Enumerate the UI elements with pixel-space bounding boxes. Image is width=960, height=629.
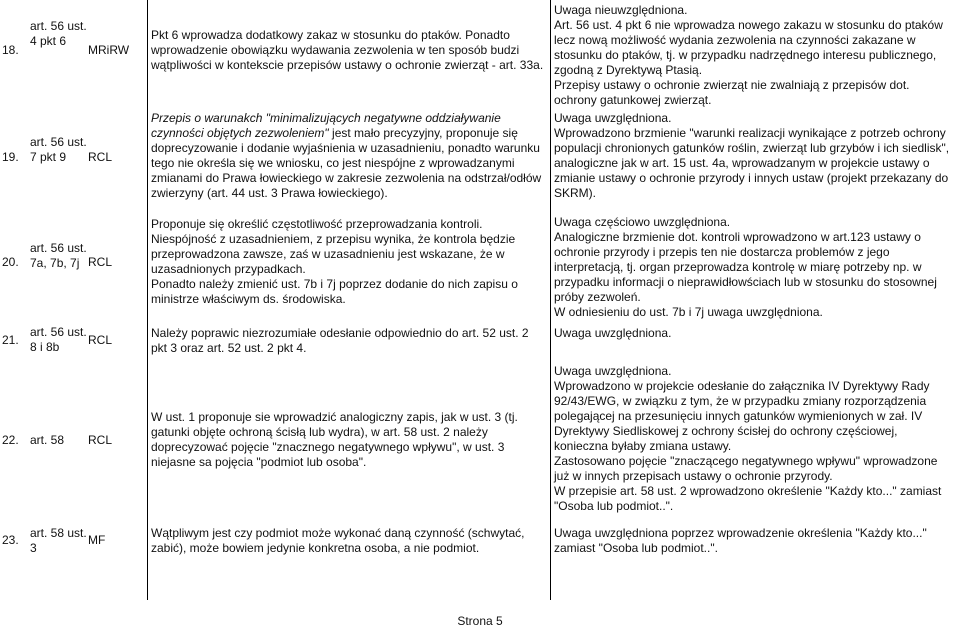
answer-text (554, 111, 954, 201)
row-number: 20. (2, 255, 19, 269)
comment-text: Pkt 6 wprowadza dodatkowy zakaz w stosunku do ptaków. Ponadto wprowadzenie obowiązku wydawania zezwolenia w ten sposób budzi wątpliwości w kontekscie przepisów ustawy o ochronie zwierząt - art. 33a. (151, 28, 544, 72)
comment-text: Należy poprawic niezrozumiałe odesłanie odpowiednio do art. 52 ust. 2 pkt 3 oraz art. 52 ust. 2 pkt 4. (151, 326, 529, 355)
answer-status: Uwaga uwzględniona. (554, 364, 672, 378)
answer-paragraph: W odniesieniu do ust. 7b i 7j uwaga uwzględniona. (554, 305, 823, 319)
comment-quote: Przepis o warunakch "minimalizujących negatywne oddziaływanie czynności objętych zezwoleniem" (151, 111, 501, 140)
comment-text (151, 111, 545, 201)
answer-status: Uwaga uwzględniona. (554, 111, 672, 125)
reporter: RCL (88, 150, 113, 164)
answer-text (554, 3, 954, 108)
answer-paragraph: Wprowadzono brzmienie "warunki realizacji wynikające z potrzeb ochrony populacji chronionych gatunków roślin, zwierząt lub grzybów i ich siedlisk", analogiczne jak w art. 15 ust. 4a, wprowadzanym w projekcie ustawy o zmianie ustawy o ochronie przyrody i innych ustaw (projekt przekazany do SKRM). (554, 126, 950, 200)
answer-text (554, 526, 954, 556)
article-ref: art. 58 ust. 3 (30, 526, 87, 555)
article-ref: art. 56 ust. 8 i 8b (30, 325, 87, 354)
reporter: RCL (88, 255, 113, 269)
answer-paragraph: Art. 56 ust. 4 pkt 6 nie wprowadza nowego zakazu w stosunku do ptaków lecz nową możliwość wydania zezwolenia na czynności zakazane w stosunku do ptaków, tj. w przypadku nadrzędnego interesu publicznego, zgodną z Dyrektywą Ptasią. (554, 18, 943, 77)
row-number: 21. (2, 333, 19, 347)
answer-paragraph: Analogiczne brzmienie dot. kontroli wprowadzono w art.123 ustawy o ochronie przyrody i przepis ten nie dostarcza problemów z jego interpretacją, tj. organ przeprowadza kontrolę w miarę potrzeby np. w przypadku informacji o nieprawidłowściach lub w stosunku do stosownej próby zezwoleń. (554, 230, 937, 304)
answer-status: Uwaga nieuwzględniona. (554, 3, 688, 17)
comment-paragraph: Niespójność z uzasadnieniem, z przepisu wynika, że kontrola będzie przeprowadzona zawsze, zaś w uzasadnieniu jest wskazane, że w uzasadnionych przypadkach. (151, 232, 516, 276)
answer-paragraph: W przepisie art. 58 ust. 2 wprowadzono określenie "Każdy kto..." zamiast "Osoba lub podmiot..". (554, 484, 942, 513)
answer-paragraph: Przepisy ustawy o ochronie zwierząt nie zwalniają z przepisów dot. ochrony gatunkowej zwierząt. (554, 78, 910, 107)
reporter: MF (88, 533, 106, 547)
reporter: MRiRW (88, 43, 130, 57)
comment-paragraph: Ponadto należy zmienić ust. 7b i 7j poprzez dodanie do nich zapisu o ministrze właściwym ds. środowiska. (151, 277, 518, 306)
article-ref: art. 56 ust. 4 pkt 6 (30, 19, 87, 48)
column-divider (147, 0, 148, 600)
row-number: 22. (2, 433, 19, 447)
row-number: 19. (2, 150, 19, 164)
reporter: RCL (88, 333, 113, 347)
article-ref: art. 56 ust. 7 pkt 9 (30, 135, 87, 164)
comment-body: jest mało precyzyjny, proponuje się doprecyzowanie i dodanie wyjaśnienia w uzasadnieniu, ponadto warunku tego nie określa się we wniosku, co jest niespójne z wprowadzanymi zmianami do Prawa łowieckiego w zakresie zezwolenia na odstrzał/odłów zwierzyny (art. 44 ust. 3 Prawa łowieckiego). (151, 126, 542, 200)
answer-status: Uwaga uwzględniona. (554, 326, 672, 340)
answer-paragraph: Zastosowano pojęcie "znaczącego negatywnego wpływu" wprowadzone już w innych przepisach ustawy o ochronie przyrody. (554, 454, 938, 483)
answer-status: Uwaga uwzględniona poprzez wprowadzenie określenia "Każdy kto..." zamiast "Osoba lub podmiot..". (554, 526, 927, 555)
answer-text (554, 215, 954, 320)
column-divider (550, 0, 551, 600)
comment-text: W ust. 1 proponuje sie wprowadzić analogiczny zapis, jak w ust. 3 (tj. gatunki objęte ochroną ścisłą lub wydra), w art. 58 ust. 2 należy doprecyzować pojęcie "znacznego negatywnego wpływu", w ust. 3 niejasne sa pojęcia "podmiot lub osoba". (151, 410, 518, 469)
answer-status: Uwaga częściowo uwzględniona. (554, 215, 731, 229)
reporter: RCL (88, 433, 113, 447)
comment-paragraph: Proponuje się określić częstotliwość przeprowadzania kontroli. (151, 217, 483, 231)
comment-text (151, 217, 545, 307)
answer-text (554, 326, 954, 341)
article-ref: art. 56 ust. 7a, 7b, 7j (30, 241, 87, 270)
row-number: 23. (2, 533, 19, 547)
row-number: 18. (2, 43, 19, 57)
comment-text: Wątpliwym jest czy podmiot może wykonać daną czynność (schwytać, zabić), może bowiem jedynie konkretna osoba, a nie podmiot. (151, 526, 525, 555)
article-ref: art. 58 (30, 433, 65, 447)
page-footer: Strona 5 (457, 614, 503, 628)
answer-text (554, 364, 954, 514)
answer-paragraph: Wprowadzono w projekcie odesłanie do załącznika IV Dyrektywy Rady 92/43/EWG, w związku z tym, że w przypadku zmiany rozporządzenia polegającej na przesunięciu innych gatunków wymienionych w zał. IV Dyrektywy Siedliskowej z ochrony ścisłej do ochrony częściowej, konieczna byłaby zmiana ustawy. (554, 379, 930, 453)
